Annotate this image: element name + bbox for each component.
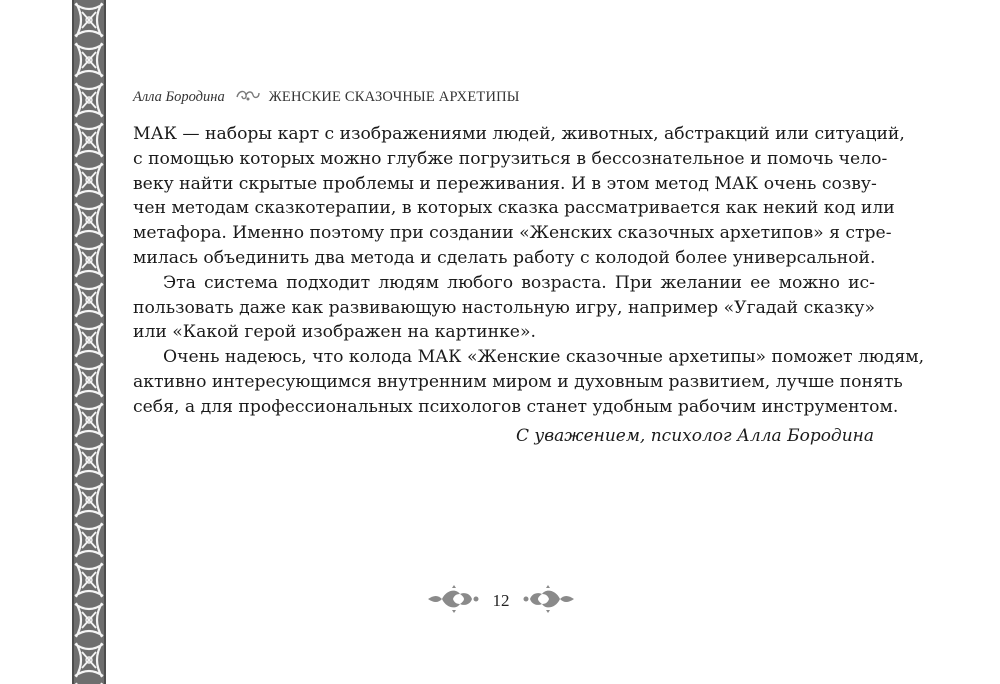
text-line: Эта система подходит людям любого возраста. При желании ее можно ис- bbox=[163, 272, 875, 293]
fleuron-right-icon bbox=[522, 584, 576, 618]
text-line: веку найти скрытые проблемы и переживания. И в этом метод МАК очень созву- bbox=[133, 173, 877, 194]
paragraph bbox=[133, 122, 905, 271]
paragraph bbox=[133, 271, 875, 345]
text-line: или «Какой герой изображен на картинке». bbox=[133, 322, 536, 343]
fleuron-left-icon bbox=[426, 584, 480, 618]
text-line: с помощью которых можно глубже погрузиться в бессознательное и помочь чело- bbox=[133, 148, 888, 169]
header-book-title: ЖЕНСКИЕ СКАЗОЧНЫЕ АРХЕТИПЫ bbox=[268, 89, 520, 105]
page-folio bbox=[426, 586, 576, 616]
text-line: активно интересующимся внутренним миром и духовным развитием, лучше понять bbox=[133, 371, 903, 392]
running-head bbox=[133, 88, 520, 107]
text-line: чен методам сказкотерапии, в которых сказка рассматривается как некий код или bbox=[133, 198, 895, 219]
text-line: себя, а для профессиональных психологов станет удобным рабочим инструментом. bbox=[133, 396, 899, 417]
text-line: милась объединить два метода и сделать работу с колодой более универсальной. bbox=[133, 247, 876, 268]
celtic-knot-border-icon bbox=[72, 0, 106, 684]
text-line: метафора. Именно поэтому при создании «Женских сказочных архетипов» я стре- bbox=[133, 223, 892, 244]
body-text bbox=[133, 122, 925, 420]
header-author: Алла Бородина bbox=[133, 89, 225, 105]
signature: С уважением, психолог Алла Бородина bbox=[515, 426, 874, 446]
text-line: пользовать даже как развивающую настольную игру, например «Угадай сказку» bbox=[133, 297, 875, 318]
paragraph bbox=[133, 345, 925, 419]
text-line: Очень надеюсь, что колода МАК «Женские сказочные архетипы» поможет людям, bbox=[163, 347, 925, 368]
text-line: МАК — наборы карт с изображениями людей, животных, абстракций или ситуаций, bbox=[133, 124, 905, 144]
page-number: 12 bbox=[492, 591, 510, 610]
floral-scroll-icon bbox=[235, 88, 261, 107]
decorative-border bbox=[72, 0, 106, 684]
